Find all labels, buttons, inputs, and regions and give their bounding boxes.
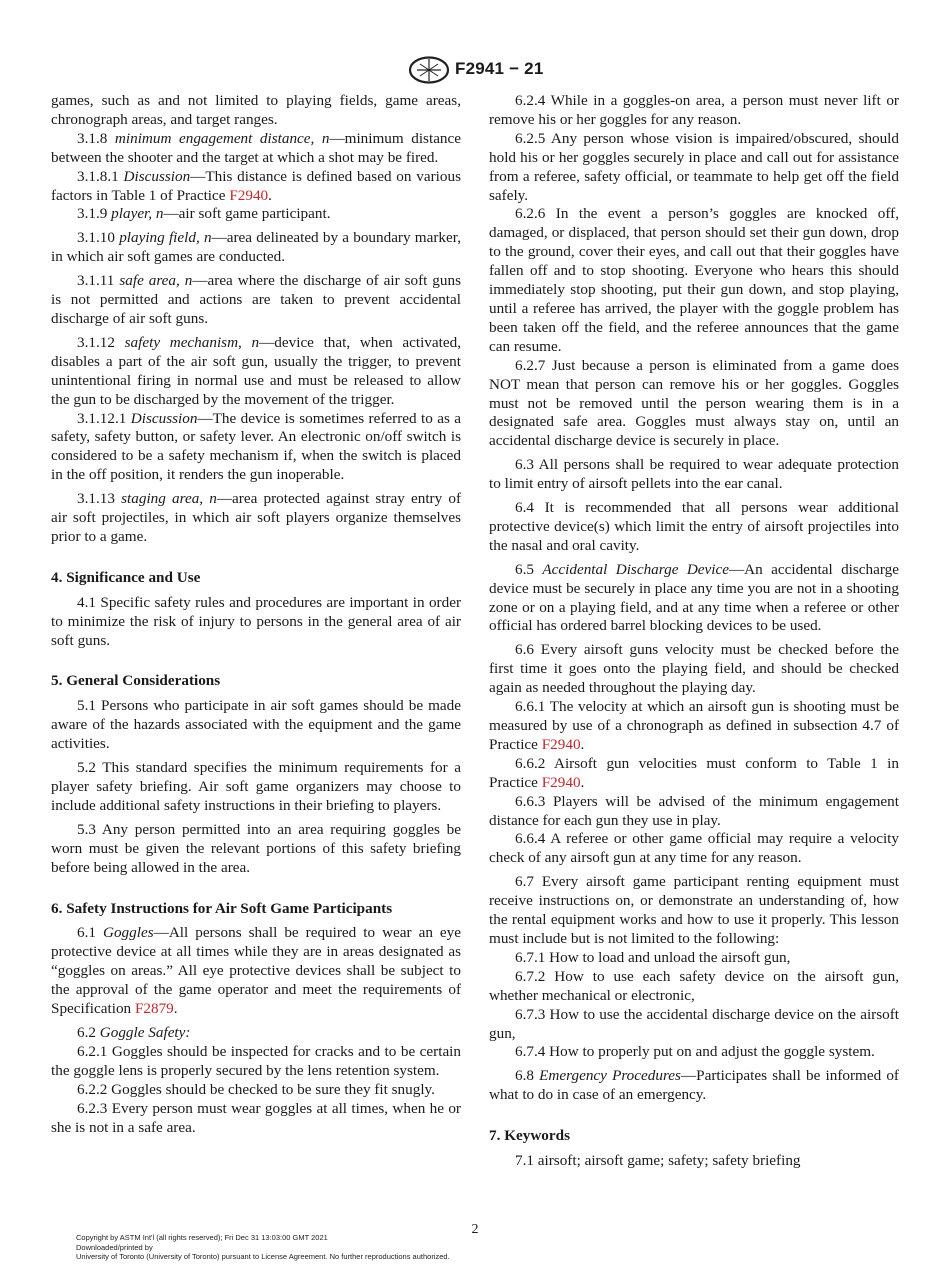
section-heading-6: 6. Safety Instructions for Air Soft Game Participants [51,899,393,917]
paragraph-6-2-2: 6.2.2 Goggles should be checked to be sure they fit snugly. [77,1080,435,1098]
paragraph-6-5: 6.5 Accidental Discharge Device—An accidental discharge device must be securely in place any time you are not in a shooting zone or on a playing field, and at any time when a referee or other official has ordered barrel blocking devices to be used. [489,560,899,635]
reference-link-f2940[interactable]: F2940 [541,773,581,791]
reference-link-f2879[interactable]: F2879 [134,1000,174,1018]
reference-link-f2940[interactable]: F2940 [541,735,581,753]
paragraph-6-6-3: 6.6.3 Players will be advised of the minimum engagement distance for each gun they use in play. [489,792,899,829]
paragraph-6-6: 6.6 Every airsoft guns velocity must be checked before the first time it goes onto the playing field, and should be checked again as needed throughout the playing day. [489,641,899,697]
paragraph-6-2-3: 6.2.3 Every person must wear goggles at all times, when he or she is not in a safe area. [51,1099,461,1136]
reference-link-f2940[interactable]: F2940 [229,186,269,204]
astm-logo [408,56,450,84]
paragraph-3-1-9: 3.1.9 player, n—air soft game participant. [77,205,331,223]
paragraph-6-6-4: 6.6.4 A referee or other game official may require a velocity check of any airsoft gun at any time for any reason. [489,830,899,867]
paragraph-3-1-10: 3.1.10 playing field, n—area delineated by a boundary marker, in which air soft games are conducted. [51,229,461,266]
paragraph-6-2-1: 6.2.1 Goggles should be inspected for cracks and to be certain the goggle lens is properly secured by the lens retention system. [51,1042,461,1079]
paragraph-3-1-11: 3.1.11 safe area, n—area where the discharge of air soft guns is not permitted and actions are taken to prevent accidental discharge of air soft guns. [51,272,461,327]
paragraph-5-1: 5.1 Persons who participate in air soft games should be made aware of the hazards associated with the equipment and the game activities. [51,697,461,753]
footer-line: University of Toronto (University of Toronto) pursuant to License Agreement. No further reproductions authorized. [76,1252,450,1262]
paragraph-3-1-12-1: 3.1.12.1 Discussion—The device is sometimes referred to as a safety, safety button, or safety lever. An electronic on/off switch is considered to be a safety mechanism if, when the switch is placed in the off position, it renders the gun inoperable. [51,409,462,484]
paragraph-3-1-12: 3.1.12 safety mechanism, n—device that, when activated, disables a part of the air soft gun, usually the trigger, to prevent unintentional firing in normal use and must be released to allow the gun to be discharged by the movement of the trigger. [51,333,461,408]
document-id: F2941 − 21 [455,59,544,78]
paragraph-6-2-6: 6.2.6 In the event a person’s goggles are knocked off, damaged, or displaced, that person should set their gun down, drop to the ground, cover their eyes, and call out that their goggles have fallen off and to stop shooting. Everyone who hears this should immediately stop shooting, put their gun down, and stop playing, until a referee has arrived, the player with the goggle problem has been taken off the field, and the referee announces that the game can resume. [489,205,899,355]
section-heading-5: 5. General Considerations [51,672,221,690]
paragraph-3-1-8: 3.1.8 minimum engagement distance, n—minimum distance between the shooter and the target at which a shot may be fired. [51,129,462,166]
section-heading-4: 4. Significance and Use [51,568,201,586]
paragraph-6-7-3: 6.7.3 How to use the accidental discharge device on the airsoft gun, [489,1005,899,1042]
paragraph-6-6-1: 6.6.1 The velocity at which an airsoft gun is shooting must be measured by use of a chronograph as defined in subsection 4.7 of Practice F2940. [489,698,899,753]
paragraph-6-7-1: 6.7.1 How to load and unload the airsoft gun, [515,948,791,966]
paragraph-6-1: 6.1 Goggles—All persons shall be required to wear an eye protective device at all times while they are in areas designated as “goggles on areas.” All eye protective devices shall be subject to the approval of the game operator and meet the requirements of Specification F2879. [51,924,462,1018]
paragraph-3-1-13: 3.1.13 staging area, n—area protected against stray entry of air soft projectiles, in which air soft players organize themselves prior to a game. [51,490,462,545]
left-column [51,92,461,1137]
paragraph-6-3: 6.3 All persons shall be required to wear adequate protection to limit entry of airsoft pellets into the ear canal. [489,456,899,493]
section-heading-7: 7. Keywords [489,1127,570,1145]
paragraph-6-2-5: 6.2.5 Any person whose vision is impaired/obscured, should hold his or her goggles securely in place and call out for assistance from a referee, safety official, or teammate to help get off the field safely. [489,129,899,204]
copyright-footer [76,1233,450,1262]
footer-line: Downloaded/printed by [76,1242,153,1252]
paragraph-6-2: 6.2 Goggle Safety: [77,1023,191,1041]
paragraph-6-2-7: 6.2.7 Just because a person is eliminated from a game does NOT mean that person can remove his or her goggles. Goggles must not be removed until the person wearing them is in a designated safe area. Goggles must always stay on, until an accidental discharge device is securely in place. [489,356,899,450]
paragraph-5-2: 5.2 This standard specifies the minimum requirements for a player safety briefing. Air soft game organizers may choose to include additional safety instructions in their briefing to players. [51,759,461,814]
paragraph-3-1-8-1: 3.1.8.1 Discussion—This distance is defined based on various factors in Table 1 of Practice F2940. [51,167,461,204]
paragraph-6-7-2: 6.7.2 How to use each safety device on the airsoft gun, whether mechanical or electronic, [489,967,899,1004]
paragraph-7-1: 7.1 airsoft; airsoft game; safety; safety briefing [515,1152,801,1170]
paragraph-6-4: 6.4 It is recommended that all persons wear additional protective device(s) which limit the entry of airsoft projectiles into the nasal and oral cavity. [489,499,899,554]
paragraph-5-3: 5.3 Any person permitted into an area requiring goggles be worn must be given the relevant portions of this safety briefing before being allowed in the area. [51,820,461,876]
paragraph-6-2-4: 6.2.4 While in a goggles-on area, a person must never lift or remove his or her goggles for any reason. [489,92,899,128]
paragraph-6-8: 6.8 Emergency Procedures—Participates shall be informed of what to do in case of an emergency. [489,1067,899,1104]
page-header [0,56,950,86]
footer-line: Copyright by ASTM Int'l (all rights reserved); Fri Dec 31 13:03:00 GMT 2021 [76,1233,328,1242]
paragraph: games, such as and not limited to playing fields, game areas, chronograph areas, and target ranges. [51,92,461,128]
right-column [489,92,899,1176]
paragraph-6-7-4: 6.7.4 How to properly put on and adjust the goggle system. [515,1043,875,1061]
paragraph-4-1: 4.1 Specific safety rules and procedures are important in order to minimize the risk of injury to persons in the general area of air soft guns. [51,593,461,649]
page-number: 2 [471,1222,479,1237]
paragraph-6-6-2: 6.6.2 Airsoft gun velocities must conform to Table 1 in Practice F2940. [489,754,899,791]
paragraph-6-7: 6.7 Every airsoft game participant renting equipment must receive instructions on, or demonstrate an understanding of, how the rental equipment works and how to use it properly. This lesson must include but is not limited to the following: [489,873,899,947]
